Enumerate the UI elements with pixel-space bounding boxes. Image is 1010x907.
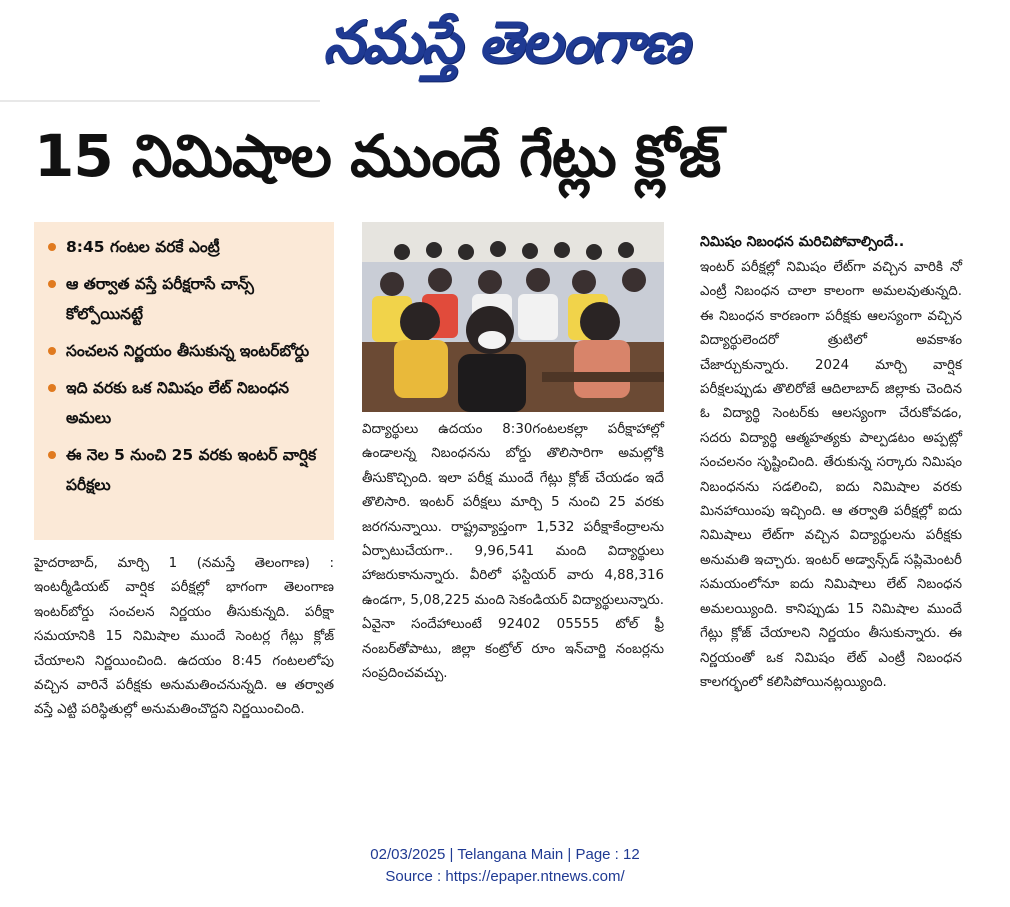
footer-edition-info: 02/03/2025 | Telangana Main | Page : 12: [370, 846, 640, 863]
bullet-dot-icon: [48, 384, 56, 392]
bullet-dot-icon: [48, 451, 56, 459]
highlight-item: [44, 232, 326, 262]
highlight-text: ఈ నెల 5 నుంచి 25 వరకు ఇంటర్ వార్షిక పరీక్షలు: [66, 446, 317, 494]
article-column-2: [362, 418, 664, 808]
page-title: 15 నిమిషాల ముందే గేట్లు క్లోజ్: [34, 122, 721, 190]
highlights-list: [44, 232, 326, 500]
bullet-dot-icon: [48, 347, 56, 355]
article-paragraph: హైదరాబాద్, మార్చి 1 (నమస్తే తెలంగాణ) : ఇంటర్మీడియట్ వార్షిక పరీక్షల్లో భాగంగా తెలంగాణ ఇంటర్‌బోర్డు సంచలన నిర్ణయం తీసుకున్నది. పరీక్షా సమయానికి 15 నిమిషాల ముందే సెంటర్ల గేట్లు క్లోజ్ చేయాలని నిర్ణయించింది. ఉదయం 8:45 గంటలలోపు వచ్చిన వారినే పరీక్షకు అనుమతించనున్నది. ఆ తర్వాత వస్తే ఎట్టి పరిస్థితుల్లో అనుమతించొద్దని నిర్ణయించింది.: [34, 556, 334, 718]
highlight-item: [44, 336, 326, 366]
highlights-box: [34, 222, 334, 540]
footer-source-link[interactable]: Source : https://epaper.ntnews.com/: [385, 868, 625, 885]
exam-hall-photo: [362, 222, 664, 412]
highlight-text: ఆ తర్వాత వస్తే పరీక్షరాసే చాన్స్ కోల్పోయినట్టే: [66, 275, 254, 323]
highlight-text: ఇది వరకు ఒక నిమిషం లేట్ నిబంధన అమలు: [66, 379, 290, 427]
highlight-item: [44, 269, 326, 329]
article-column-3: [700, 230, 962, 810]
highlight-text: 8:45 గంటల వరకే ఎంట్రీ: [66, 238, 220, 256]
article-column-1: [34, 552, 334, 802]
bullet-dot-icon: [48, 280, 56, 288]
masthead-divider: [0, 100, 320, 102]
highlight-text: సంచలన నిర్ణయం తీసుకున్న ఇంటర్‌బోర్డు: [66, 342, 310, 360]
highlight-item: [44, 373, 326, 433]
bullet-dot-icon: [48, 243, 56, 251]
exam-hall-photo-illustration: [362, 222, 664, 412]
highlight-item: [44, 440, 326, 500]
masthead-logo: నమస్తే తెలంగాణ: [323, 8, 687, 76]
article-paragraph: విద్యార్థులు ఉదయం 8:30గంటలకల్లా పరీక్షాహాల్లో ఉండాలన్న నిబంధనను బోర్డు తొలిసారిగా అమల్లోకి తీసుకొచ్చింది. ఇలా పరీక్ష ముందే గేట్లు క్లోజ్ చేయడం ఇదే తొలిసారి. ఇంటర్ పరీక్షలు మార్చి 5 నుంచి 25 వరకు జరగనున్నాయి. రాష్ట్రవ్యాప్తంగా 1,532 పరీక్షాకేంద్రాలను ఏర్పాటుచేయగా.. 9,96,541 మంది విద్యార్థులు హాజరుకానున్నారు. వీరిలో ఫస్టియర్ వారు 4,88,316 ఉండగా, 5,08,225 మంది సెకండియర్ విద్యార్థులున్నారు. ఏవైనా సందేహాలుంటే 92402 05555 టోల్ ఫ్రీ నంబర్‌తోపాటు, జిల్లా కంట్రోల్ రూం ఇన్‌చార్జి నంబర్లను సంప్రదించవచ్చు.: [362, 422, 664, 682]
article-paragraph: ఇంటర్ పరీక్షల్లో నిమిషం లేట్‌గా వచ్చిన వారికి నో ఎంట్రీ నిబంధన చాలా కాలంగా అమలవుతున్నది. ఈ నిబంధన కారణంగా పరీక్షకు ఆలస్యంగా వచ్చిన విద్యార్థులెందరో త్రుటిలో అవకాశం చేజార్చుకున్నారు. 2024 మార్చి వార్షిక పరీక్షలప్పుడు తొలిరోజే ఆదిలాబాద్ జిల్లాకు చెందిన ఓ విద్యార్థి సెంటర్‌కు ఆలస్యంగా చేరుకోవడం, సదరు విద్యార్థి ఆత్మహత్యకు పాల్పడటం అప్పట్లో సంచలనం సృష్టించింది. తేరుకున్న సర్కారు నిమిషం నిబంధనను సడలించి, ఐదు నిమిషాల వరకు మినహాయింపు ఇచ్చింది. ఆ తర్వాతి పరీక్షల్లో ఐదు నిమిషాలు లేట్‌గా వచ్చిన విద్యార్థులను పరీక్షకు అనుమతి ఇచ్చారు. ఇంటర్ అడ్వాన్స్‌డ్ సప్లిమెంటరీ సమయంలోనూ ఐదు నిమిషాలు లేట్ నిబంధన అమలయ్యింది. కానిప్పుడు 15 నిమిషాల ముందే గేట్లు క్లోజ్ చేయాలని నిర్ణయం తీసుకున్నారు. ఈ నిర్ణయంతో ఒక నిమిషం లేట్ ఎంట్రీ నిబంధన కాలగర్భంలో కలిసిపోయినట్లయ్యింది.: [700, 260, 962, 690]
section-subheading: నిమిషం నిబంధన మరిచిపోవాల్సిందే..: [700, 234, 905, 250]
